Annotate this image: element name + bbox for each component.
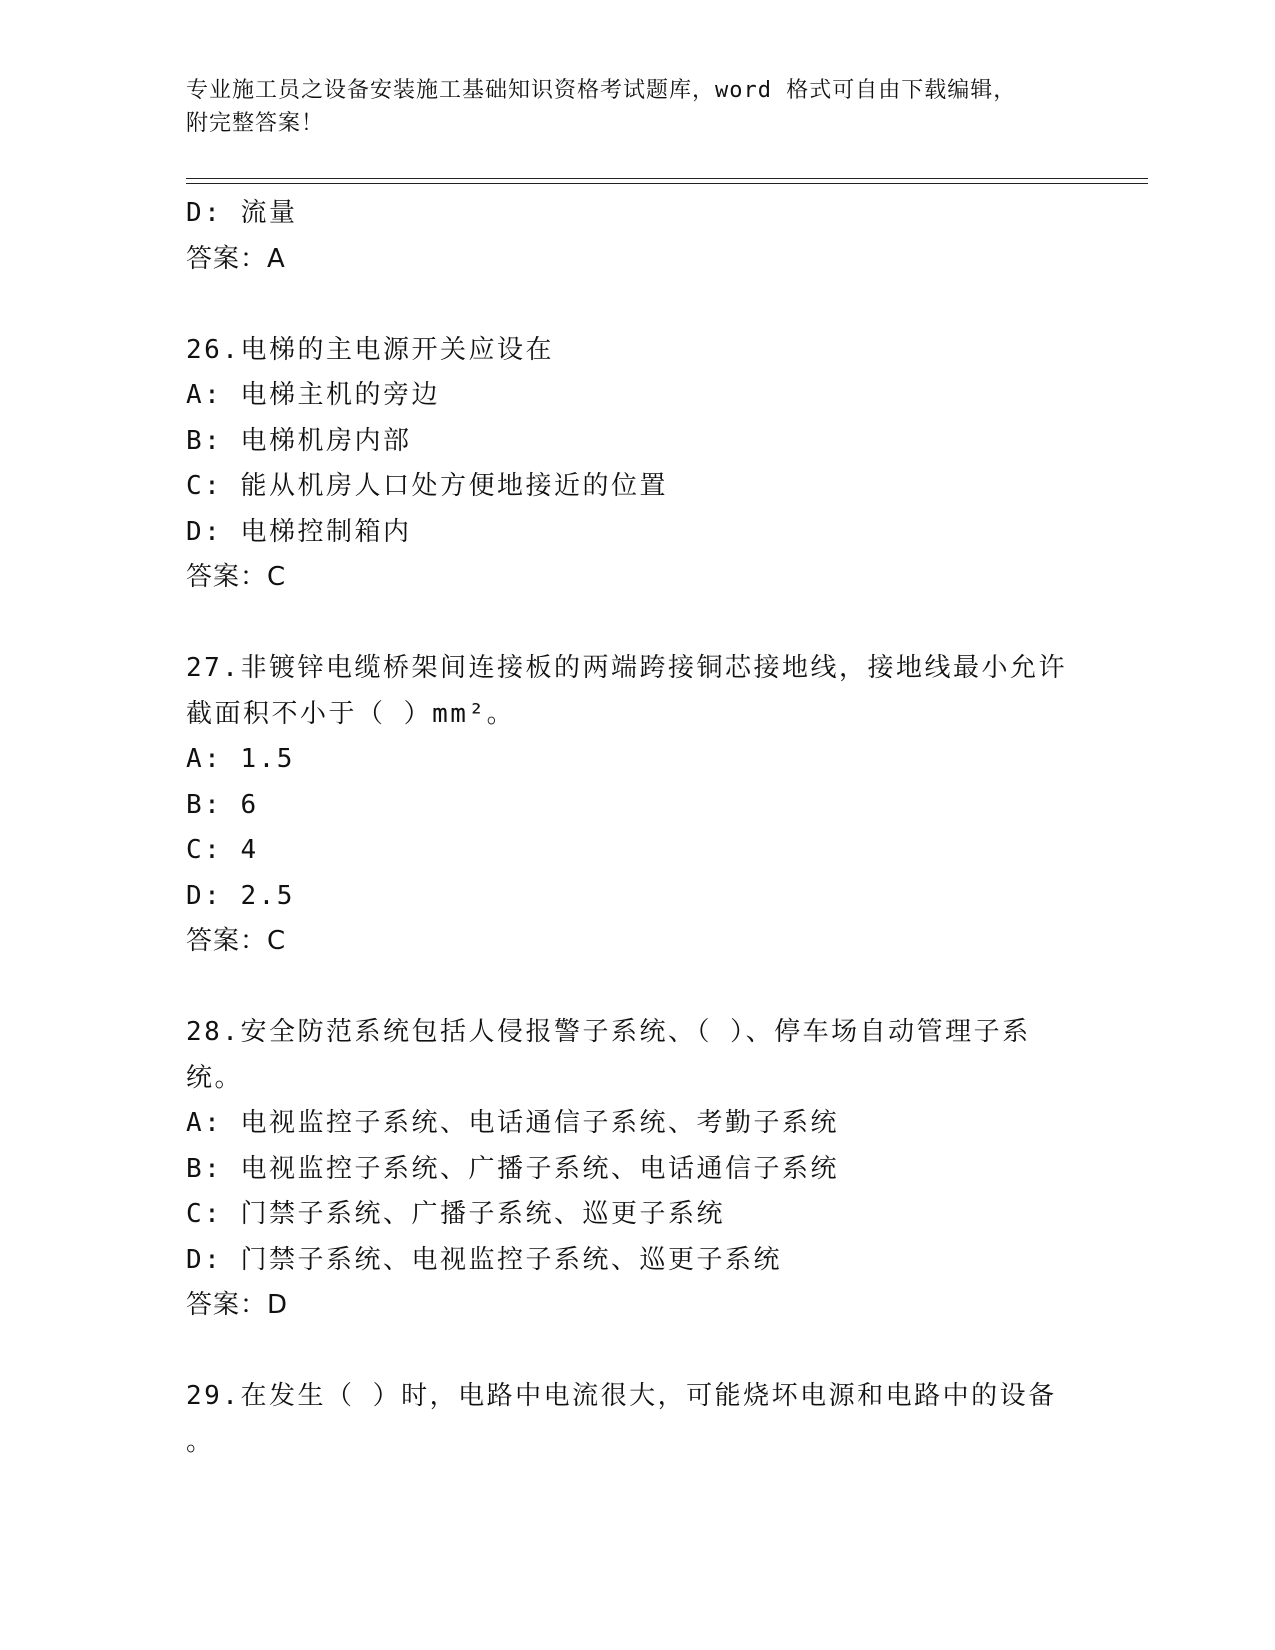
option-d: D: 2.5 [186,880,295,911]
answer-line: 答案：C [186,562,287,592]
option-c: C: 门禁子系统、广播子系统、巡更子系统 [186,1199,725,1229]
question-stem: 28.安全防范系统包括人侵报警子系统、（ ）、停车场自动管理子系 [186,1017,1031,1047]
question-25-continued [186,191,1086,282]
option-c: C: 4 [186,835,259,865]
spacer [186,1329,1086,1375]
answer-line: 答案：C [186,926,287,956]
question-29 [186,1374,1086,1465]
question-stem-continued: 截面积不小于（ ）mm²。 [186,698,516,729]
question-stem-continued: 统。 [186,1062,244,1093]
question-stem-continued: 。 [186,1426,215,1457]
question-stem: 26.电梯的主电源开关应设在 [186,334,554,365]
question-27 [186,646,1086,965]
header-divider-bottom [186,183,1148,184]
question-list [186,191,1086,1465]
header-title-line-1: 专业施工员之设备安装施工基础知识资格考试题库，word 格式可自由下载编辑， [186,78,1017,103]
option-a: A: 1.5 [186,744,295,774]
header-title-line-2: 附完整答案！ [186,111,325,136]
option-c: C: 能从机房人口处方便地接近的位置 [186,471,668,501]
option-d: D: 门禁子系统、电视监控子系统、巡更子系统 [186,1244,782,1275]
question-28 [186,1010,1086,1329]
option-b: B: 电视监控子系统、广播子系统、电话通信子系统 [186,1153,839,1184]
spacer [186,601,1086,647]
question-26 [186,328,1086,601]
question-stem: 29.在发生（ ）时，电路中电流很大，可能烧坏电源和电路中的设备 [186,1381,1057,1411]
answer-line: 答案：D [186,1290,289,1320]
answer-line: 答案：A [186,243,286,274]
option-a: A: 电视监控子系统、电话通信子系统、考勤子系统 [186,1108,839,1138]
option-b: B: 电梯机房内部 [186,425,412,456]
spacer [186,965,1086,1011]
option-b: B: 6 [186,789,259,820]
option-a: A: 电梯主机的旁边 [186,380,440,410]
question-stem: 27.非镀锌电缆桥架间连接板的两端跨接铜芯接地线，接地线最小允许 [186,653,1067,683]
option-d: D: 流量 [186,198,298,228]
header-divider-top [186,178,1148,179]
page-header [186,74,1086,140]
option-d: D: 电梯控制箱内 [186,516,412,547]
spacer [186,282,1086,328]
